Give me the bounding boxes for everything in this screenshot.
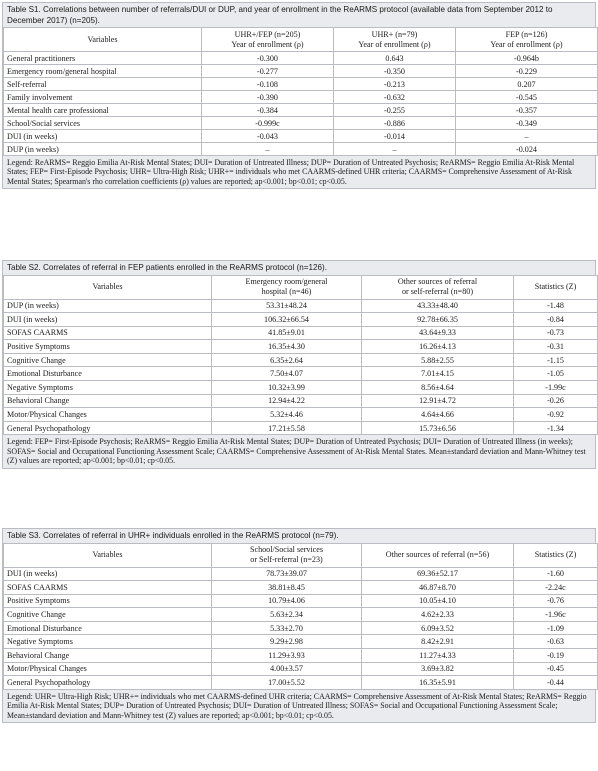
table-cell: 16.35±5.91 [362, 676, 514, 690]
table-cell: -2.24c [514, 581, 598, 595]
table-cell: -0.44 [514, 676, 598, 690]
table-cell: -1.96c [514, 608, 598, 622]
table-cell: -0.350 [334, 65, 456, 78]
row-label: Emergency room/general hospital [4, 65, 202, 78]
table-cell: -0.73 [514, 326, 598, 340]
column-header: Other sources of referral (n=56) [362, 543, 514, 567]
table-cell: 41.85±9.01 [212, 326, 362, 340]
column-header: Emergency room/general hospital (n=46) [212, 275, 362, 299]
table-cell: -0.229 [456, 65, 598, 78]
column-header: Other sources of referral or self-referral (n=80) [362, 275, 514, 299]
table-cell: -1.34 [514, 421, 598, 435]
table-cell: 4.00±3.57 [212, 662, 362, 676]
table-cell: -1.60 [514, 567, 598, 581]
table-row [4, 104, 598, 117]
table-cell: -0.886 [334, 117, 456, 130]
table-cell: -0.45 [514, 662, 598, 676]
table-cell: – [202, 143, 334, 156]
row-label: Negative Symptoms [4, 381, 212, 395]
table-cell: 11.29±3.93 [212, 649, 362, 663]
table-cell: -0.024 [456, 143, 598, 156]
table-cell: 0.207 [456, 78, 598, 91]
table-cell: -0.63 [514, 635, 598, 649]
row-label: Self-referral [4, 78, 202, 91]
table-row [4, 594, 598, 608]
table-row [4, 676, 598, 690]
table-row [4, 313, 598, 327]
table-row [4, 353, 598, 367]
column-header: UHR+/FEP (n=205) Year of enrollment (ρ) [202, 28, 334, 52]
column-header: FEP (n=126) Year of enrollment (ρ) [456, 28, 598, 52]
table-cell: -1.48 [514, 299, 598, 313]
table-cell: 38.81±8.45 [212, 581, 362, 595]
row-label: Positive Symptoms [4, 340, 212, 354]
table-cell: -0.632 [334, 91, 456, 104]
table-cell: 106.32±66.54 [212, 313, 362, 327]
table-cell: -0.31 [514, 340, 598, 354]
table-cell: 5.32±4.46 [212, 408, 362, 422]
table-row [4, 117, 598, 130]
row-label: Emotional Disturbance [4, 621, 212, 635]
table-cell: -0.545 [456, 91, 598, 104]
table-cell: 5.88±2.55 [362, 353, 514, 367]
row-label: General Psychopathology [4, 421, 212, 435]
table-s1-legend: Legend: ReARMS= Reggio Emilia At-Risk Mental States; DUI= Duration of Untreated Illness; DUP= Duration of Untreated Psychosis; ReARMS= Reggio Emilia At-Risk Mental States; FEP= First-Episode Psychosis; UHR= Ultra-High Risk; UHR+= individuals who met CAARMS-defined UHR criteria; CAARMS= Comprehensive Assessment of At-Risk Mental States; Spearman's rho correlation coefficients (ρ) values are reported; ap<0.001; bp<0.01; cp<0.05. [3, 156, 595, 188]
table-cell: -0.108 [202, 78, 334, 91]
table-row [4, 326, 598, 340]
table-cell: 16.26±4.13 [362, 340, 514, 354]
table-cell: – [334, 143, 456, 156]
row-label: DUI (in weeks) [4, 130, 202, 143]
table-cell: – [456, 130, 598, 143]
table-row [4, 394, 598, 408]
table-cell: -0.349 [456, 117, 598, 130]
table-row [4, 581, 598, 595]
table-cell: 78.73±39.07 [212, 567, 362, 581]
table-cell: 3.69±3.82 [362, 662, 514, 676]
table-cell: -0.277 [202, 65, 334, 78]
column-header: Variables [4, 275, 212, 299]
row-label: Behavioral Change [4, 394, 212, 408]
column-header: Variables [4, 543, 212, 567]
column-header: Statistics (Z) [514, 275, 598, 299]
table-row [4, 52, 598, 65]
row-label: Mental health care professional [4, 104, 202, 117]
table-cell: 17.00±5.52 [212, 676, 362, 690]
table-row [4, 130, 598, 143]
table-cell: 11.27±4.33 [362, 649, 514, 663]
table-row [4, 567, 598, 581]
table-cell: -0.92 [514, 408, 598, 422]
table-cell: -1.99c [514, 381, 598, 395]
row-label: SOFAS CAARMS [4, 581, 212, 595]
table-s2 [3, 275, 598, 436]
table-cell: 53.31±48.24 [212, 299, 362, 313]
row-label: Motor/Physical Changes [4, 662, 212, 676]
column-header: Statistics (Z) [514, 543, 598, 567]
row-label: DUI (in weeks) [4, 313, 212, 327]
row-label: School/Social services [4, 117, 202, 130]
row-label: DUP (in weeks) [4, 299, 212, 313]
table-cell: -0.999c [202, 117, 334, 130]
table-cell: 17.21±5.58 [212, 421, 362, 435]
row-label: SOFAS CAARMS [4, 326, 212, 340]
table-s1-caption: Table S1. Correlations between number of referrals/DUI or DUP, and year of enrollment in the ReARMS protocol (available data from September 2012 to December 2017) (n=205). [7, 5, 553, 25]
table-cell: -0.043 [202, 130, 334, 143]
table-cell: -0.014 [334, 130, 456, 143]
table-s1-header-row [4, 28, 598, 52]
table-cell: 5.63±2.34 [212, 608, 362, 622]
table-s2-block [2, 260, 596, 469]
table-cell: -0.84 [514, 313, 598, 327]
table-cell: -0.213 [334, 78, 456, 91]
table-row [4, 635, 598, 649]
table-s1 [3, 27, 598, 156]
table-s3-legend: Legend: UHR= Ultra-High Risk; UHR+= individuals who met CAARMS-defined UHR criteria; CAARMS= Comprehensive Assessment of At-Risk Mental States; ReARMS= Reggio Emilia At-Risk Mental States; DUP= Duration of Untreated Psychosis; DUI= Duration of Untreated Illness; SOFAS= Social and Occupational Functioning Assessment Scale; Mean±standard deviation and Mann-Whitney test (Z) values are reported; ap<0.001; bp<0.01; cp<0.05. [3, 690, 595, 722]
table-cell: -0.357 [456, 104, 598, 117]
table-cell: 15.73±6.56 [362, 421, 514, 435]
table-cell: -0.76 [514, 594, 598, 608]
row-label: Cognitive Change [4, 608, 212, 622]
table-cell: 7.50±4.07 [212, 367, 362, 381]
table-cell: 7.01±4.15 [362, 367, 514, 381]
table-cell: 10.32±3.99 [212, 381, 362, 395]
table-cell: 9.29±2.98 [212, 635, 362, 649]
row-label: Negative Symptoms [4, 635, 212, 649]
table-row [4, 662, 598, 676]
row-label: DUI (in weeks) [4, 567, 212, 581]
table-cell: -0.964b [456, 52, 598, 65]
row-label: Behavioral Change [4, 649, 212, 663]
table-row [4, 91, 598, 104]
table-row [4, 649, 598, 663]
row-label: Positive Symptoms [4, 594, 212, 608]
table-cell: 46.87±8.70 [362, 581, 514, 595]
table-s3 [3, 543, 598, 690]
table-cell: 4.64±4.66 [362, 408, 514, 422]
row-label: Emotional Disturbance [4, 367, 212, 381]
table-cell: -1.15 [514, 353, 598, 367]
column-header: School/Social services or Self-referral (n=23) [212, 543, 362, 567]
table-cell: -0.384 [202, 104, 334, 117]
table-row [4, 143, 598, 156]
table-s1-block [2, 2, 596, 189]
table-row [4, 608, 598, 622]
table-cell: 10.79±4.06 [212, 594, 362, 608]
table-row [4, 621, 598, 635]
table-cell: 5.33±2.70 [212, 621, 362, 635]
table-row [4, 408, 598, 422]
table-cell: 12.94±4.22 [212, 394, 362, 408]
table-cell: -0.255 [334, 104, 456, 117]
table-s3-body [4, 567, 598, 689]
table-row [4, 299, 598, 313]
table-cell: 0.643 [334, 52, 456, 65]
table-cell: -0.300 [202, 52, 334, 65]
table-s3-caption: Table S3. Correlates of referral in UHR+ individuals enrolled in the ReARMS protocol (n=79). [7, 531, 339, 540]
table-cell: -0.19 [514, 649, 598, 663]
table-cell: 6.35±2.64 [212, 353, 362, 367]
table-row [4, 381, 598, 395]
row-label: DUP (in weeks) [4, 143, 202, 156]
table-row [4, 65, 598, 78]
table-row [4, 78, 598, 91]
table-row [4, 421, 598, 435]
table-cell: 69.36±52.17 [362, 567, 514, 581]
table-cell: 43.64±9.33 [362, 326, 514, 340]
table-s3-block [2, 528, 596, 723]
table-cell: 4.62±2.33 [362, 608, 514, 622]
row-label: Family involvement [4, 91, 202, 104]
table-cell: -0.390 [202, 91, 334, 104]
table-s2-legend: Legend: FEP= First-Episode Psychosis; ReARMS= Reggio Emilia At-Risk Mental States; DUP= Duration of Untreated Psychosis; DUI= Duration of Untreated Illness (in weeks); SOFAS= Social and Occupational Functioning Assessment Scale; CAARMS= Comprehensive Assessment of At-Risk Mental States. Mean±standard deviation and Mann-Whitney test (Z) values are reported; ap<0.001; bp<0.01; cp<0.05. [3, 435, 595, 467]
table-s2-header-row [4, 275, 598, 299]
table-cell: -1.05 [514, 367, 598, 381]
table-s3-header-row [4, 543, 598, 567]
row-label: General practitioners [4, 52, 202, 65]
table-cell: 6.09±3.52 [362, 621, 514, 635]
table-cell: 8.42±2.91 [362, 635, 514, 649]
table-cell: -0.26 [514, 394, 598, 408]
table-cell: 8.56±4.64 [362, 381, 514, 395]
table-row [4, 340, 598, 354]
table-cell: 92.78±66.35 [362, 313, 514, 327]
table-s2-body [4, 299, 598, 435]
table-cell: 43.33±48.40 [362, 299, 514, 313]
column-header: UHR+ (n=79) Year of enrollment (ρ) [334, 28, 456, 52]
table-row [4, 367, 598, 381]
row-label: General Psychopathology [4, 676, 212, 690]
table-cell: 10.05±4.10 [362, 594, 514, 608]
row-label: Motor/Physical Changes [4, 408, 212, 422]
table-s1-body [4, 52, 598, 156]
table-s2-caption: Table S2. Correlates of referral in FEP patients enrolled in the ReARMS protocol (n=126). [7, 263, 327, 272]
table-cell: 16.35±4.30 [212, 340, 362, 354]
table-cell: 12.91±4.72 [362, 394, 514, 408]
table-cell: -1.09 [514, 621, 598, 635]
row-label: Cognitive Change [4, 353, 212, 367]
column-header: Variables [4, 28, 202, 52]
